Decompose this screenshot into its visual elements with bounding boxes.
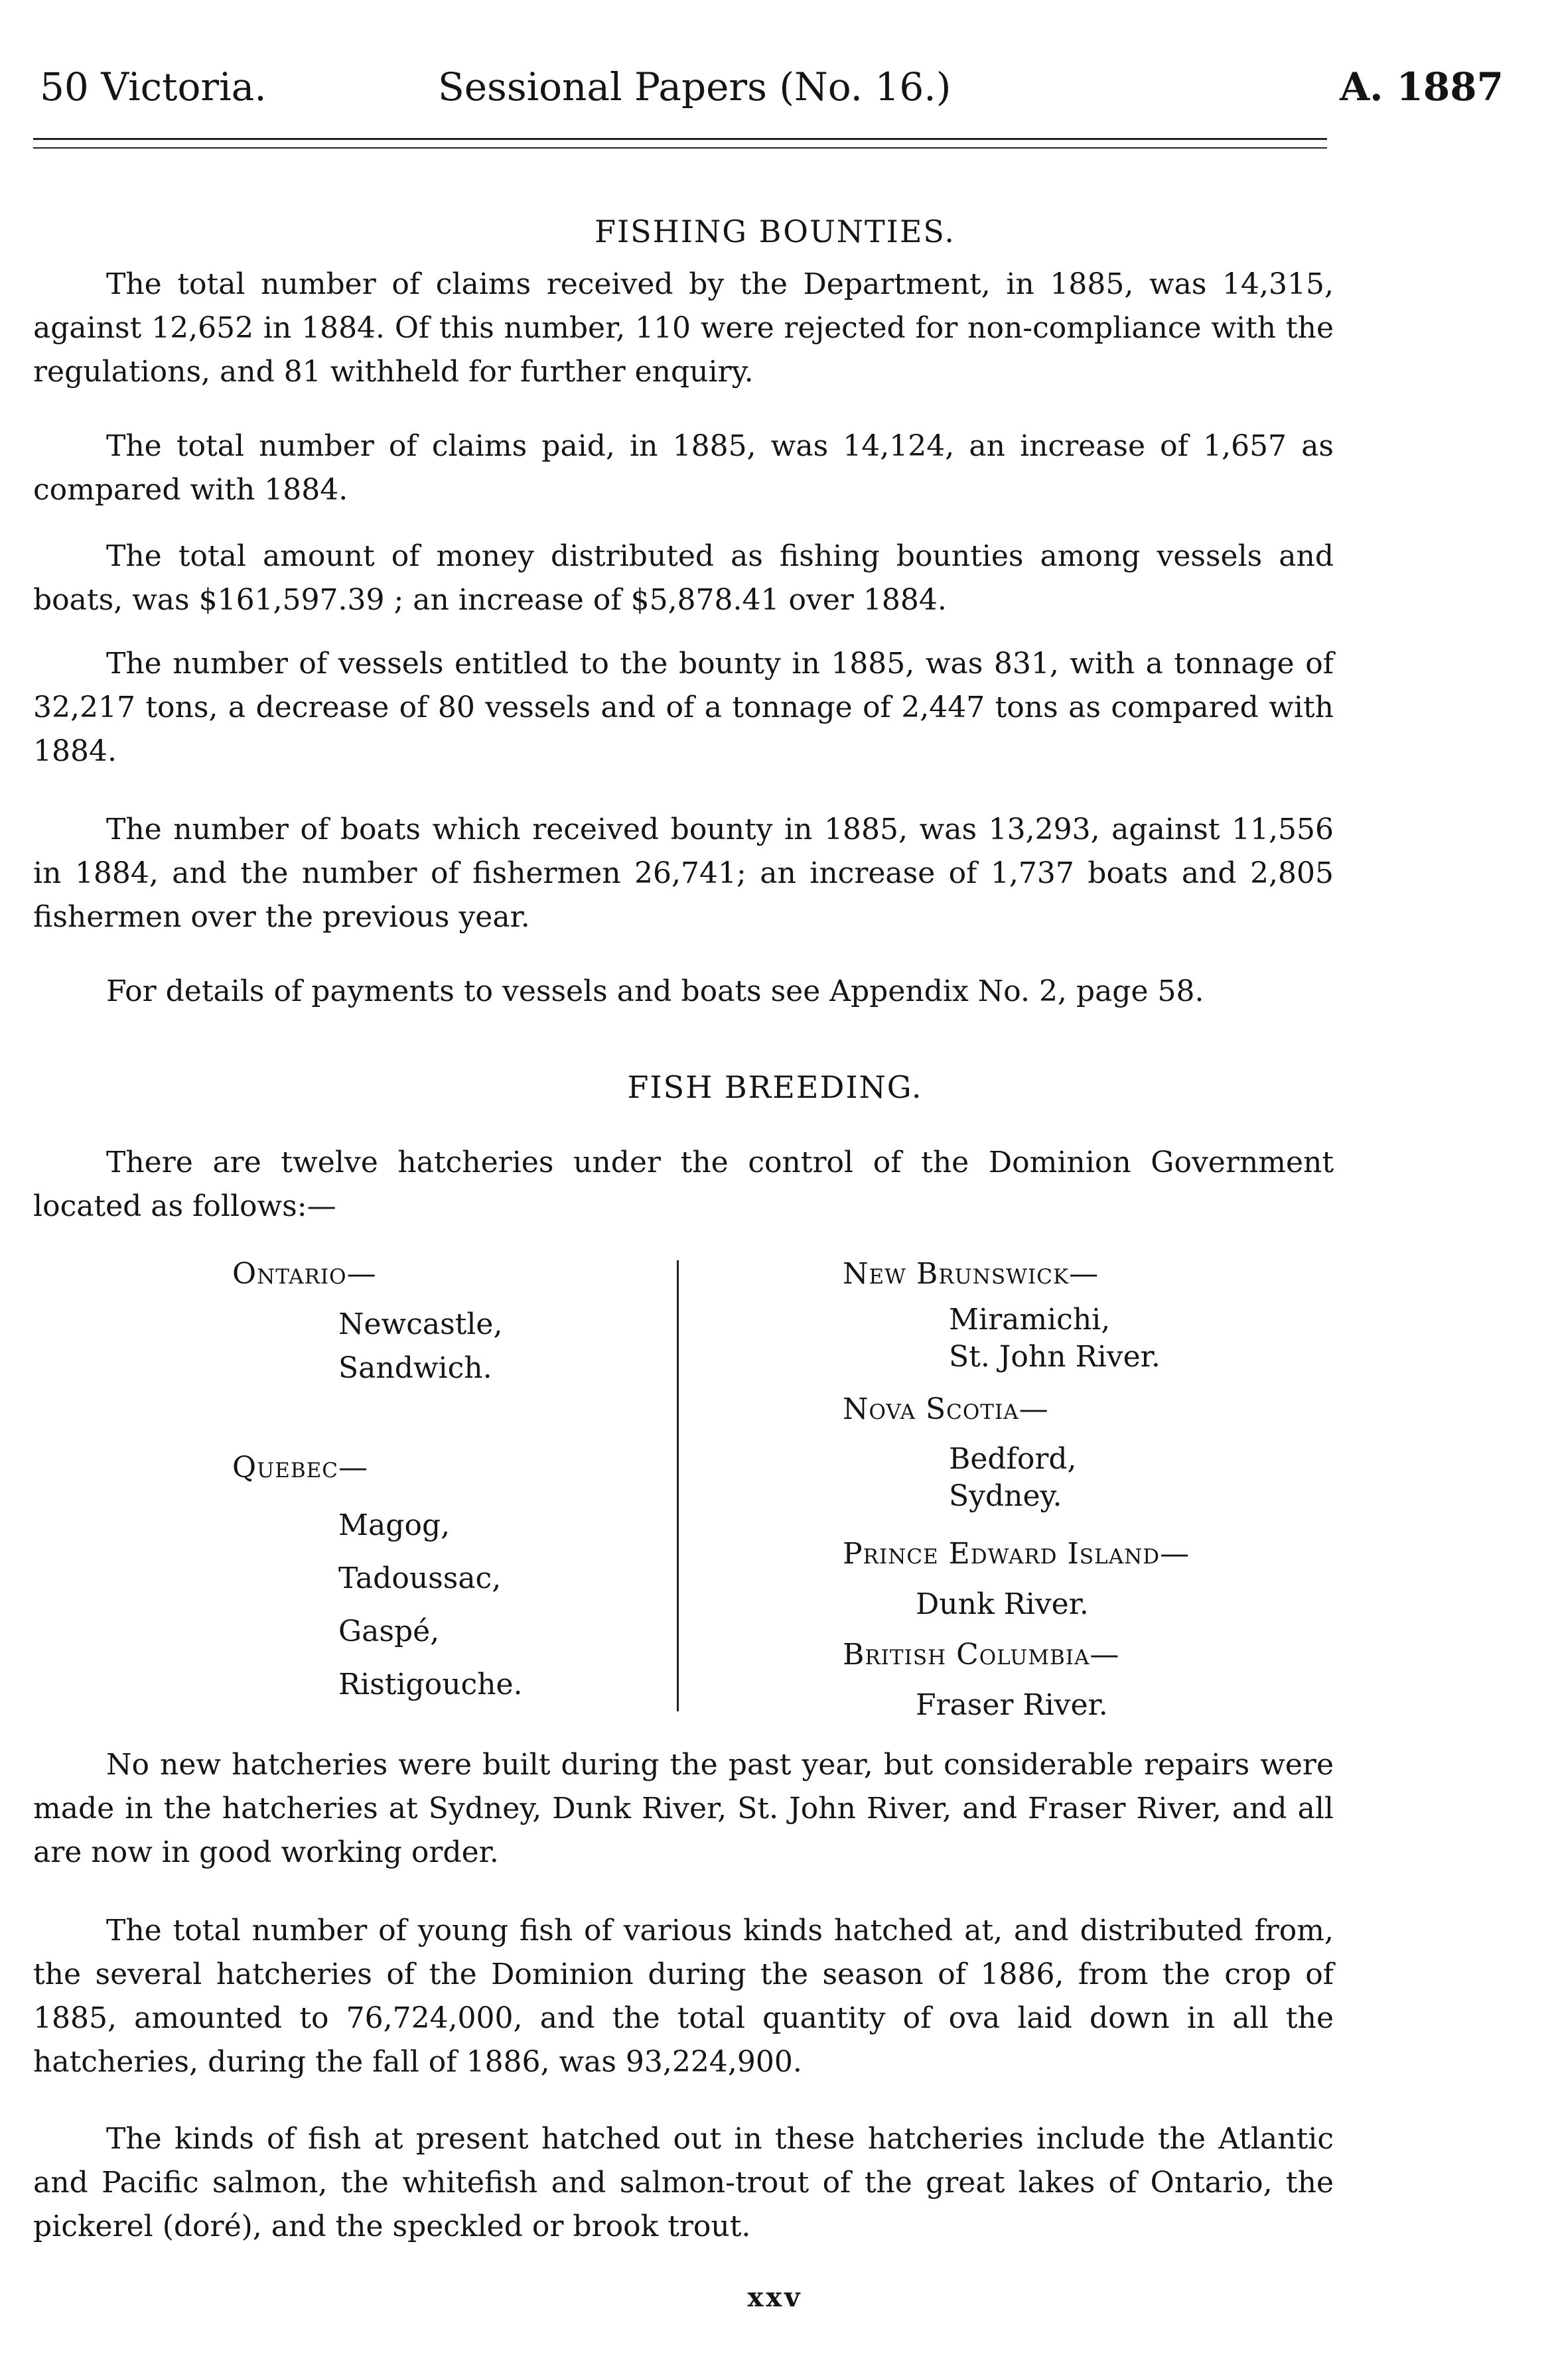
page-folio: xxv xyxy=(747,2282,803,2313)
hatchery-name: Fraser River. xyxy=(916,1688,1108,1722)
hatchery-name: Newcastle, xyxy=(338,1307,503,1341)
header-volume: 50 Victoria. xyxy=(40,64,267,109)
region-quebec: Quebec— xyxy=(232,1451,368,1485)
paragraph-text: For details of payments to vessels and boats see Appendix No. 2, page 58. xyxy=(106,974,1204,1008)
paragraph-text: The total number of claims received by the Department, in 1885, was 14,315, against 12,652 in 1884. Of this number, 110 were rejected for non-compliance with the regulations, and 81 withheld for further enquiry. xyxy=(33,267,1334,389)
paragraph xyxy=(33,2117,1334,2249)
region-prince-edward-island: Prince Edward Island— xyxy=(843,1537,1190,1571)
hatchery-name: Ristigouche. xyxy=(338,1668,523,1701)
header-rule xyxy=(33,138,1327,140)
hatchery-name: Magog, xyxy=(338,1508,451,1542)
hatchery-name: Dunk River. xyxy=(916,1587,1089,1621)
region-nova-scotia: Nova Scotia— xyxy=(843,1392,1049,1426)
paragraph xyxy=(33,808,1334,939)
hatchery-name: Sydney. xyxy=(949,1479,1062,1513)
header-year: A. 1887 xyxy=(1340,64,1504,109)
paragraph xyxy=(33,263,1334,394)
paragraph xyxy=(33,1141,1334,1228)
header-rule-thin xyxy=(33,147,1327,149)
column-divider xyxy=(677,1260,679,1711)
paragraph xyxy=(33,1909,1334,2084)
paragraph-text: The number of boats which received bounty in 1885, was 13,293, against 11,556 in 1884, and the number of fishermen 26,741; an increase of 1,737 boats and 2,805 fishermen over the previous year. xyxy=(33,813,1334,934)
paragraph-text: The total number of young fish of various kinds hatched at, and distributed from, the several hatcheries of the Dominion during the season of 1886, from the crop of 1885, amounted to 76,724,000, and the total quantity of ova laid down in all the hatcheries, during the fall of 1886, was 93,224,900. xyxy=(33,1914,1334,2079)
paragraph xyxy=(33,970,1334,1014)
hatchery-name: St. John River. xyxy=(949,1340,1161,1374)
region-british-columbia: British Columbia— xyxy=(843,1638,1120,1672)
paragraph xyxy=(33,1743,1334,1875)
hatchery-name: Sandwich. xyxy=(338,1351,492,1385)
region-new-brunswick: New Brunswick— xyxy=(843,1257,1099,1291)
paragraph-text: No new hatcheries were built during the past year, but considerable repairs were made in the hatcheries at Sydney, Dunk River, St. John River, and Fraser River, and all are now in good working order. xyxy=(33,1748,1334,1869)
hatchery-list-left xyxy=(232,1252,523,1711)
hatchery-name: Tadoussac, xyxy=(338,1561,502,1595)
section-heading-fish-breeding: FISH BREEDING. xyxy=(627,1069,923,1105)
hatchery-list-right xyxy=(843,1252,1190,1727)
paragraph-text: The number of vessels entitled to the bounty in 1885, was 831, with a tonnage of 32,217 tons, a decrease of 80 vessels and of a tonnage of 2,447 tons as compared with 1884. xyxy=(33,647,1334,768)
paragraph-text: The kinds of fish at present hatched out in these hatcheries include the Atlantic and Pacific salmon, the whitefish and salmon-trout of the great lakes of Ontario, the pickerel (doré), and the speckled or brook trout. xyxy=(33,2122,1334,2243)
paragraph-text: There are twelve hatcheries under the control of the Dominion Government located as follows:— xyxy=(33,1146,1334,1223)
paragraph xyxy=(33,642,1334,773)
paragraph-text: The total amount of money distributed as fishing bounties among vessels and boats, was $161,597.39 ; an increase of $5,878.41 over 1884. xyxy=(33,539,1334,617)
paragraph xyxy=(33,425,1334,512)
hatchery-name: Bedford, xyxy=(949,1442,1077,1476)
section-heading-fishing-bounties: FISHING BOUNTIES. xyxy=(595,214,955,249)
region-ontario: Ontario— xyxy=(232,1257,377,1291)
hatchery-name: Miramichi, xyxy=(949,1303,1111,1337)
paragraph-text: The total number of claims paid, in 1885, was 14,124, an increase of 1,657 as compared with 1884. xyxy=(33,429,1334,507)
running-header xyxy=(27,57,1504,117)
header-title: Sessional Papers (No. 16.) xyxy=(438,64,951,109)
hatchery-name: Gaspé, xyxy=(338,1615,440,1648)
paragraph xyxy=(33,535,1334,622)
